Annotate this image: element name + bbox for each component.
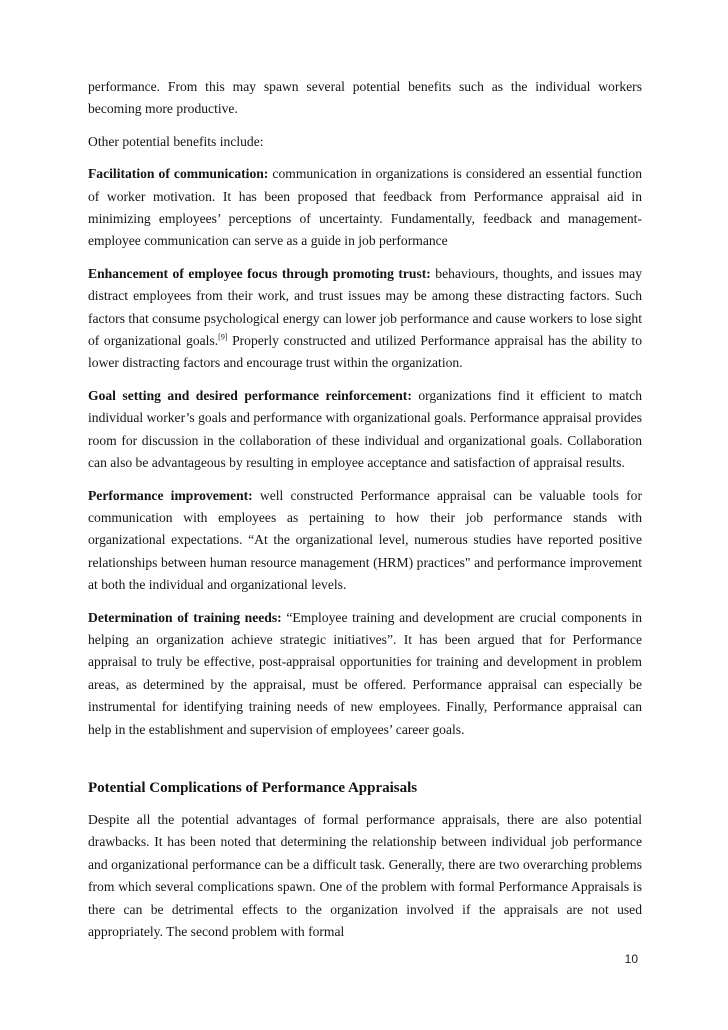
benefit-text: “Employee training and development are crucial components in helping an organization achieve strategic initiatives”. It has been argued that for Performance appraisal to truly be effective, post-appraisal opportunities for training and development in problem areas, as determined by the appraisal, must be offered. Performance appraisal can especially be instrumental for identifying training needs of new employees. Finally, Performance appraisal can help in the establishment and supervision of employees’ career goals.: [88, 609, 643, 737]
section-body: Despite all the potential advantages of formal performance appraisals, there are also potential drawbacks. It has been noted that determining the relationship between individual job performance and organizational performance can be a difficult task. Generally, there are two overarching problems from which several complications spawn. One of the problem with formal Performance Appraisals is there can be detrimental effects to the organization involved if the appraisals are not used appropriately. The second problem with formal: [88, 811, 642, 939]
page-number: 10: [624, 952, 638, 966]
benefit-text: organizations find it efficient to match individual worker’s goals and performance with organizational goals. Performance appraisal provides room for discussion in the collaboration of these individual and organizational goals. Collaboration can also be advantageous by resulting in employee acceptance and satisfaction of appraisal results.: [88, 387, 642, 471]
benefit-paragraph-trust: [88, 263, 642, 375]
benefit-text-continued: Properly constructed and utilized Performance appraisal has the ability to lower distracting factors and encourage trust within the organization.: [88, 333, 642, 371]
benefit-paragraph-performance-improvement: [88, 485, 642, 597]
benefit-text: behaviours, thoughts, and issues may distract employees from their work, and trust issues may be among these distracting factors. Such factors that consume psychological energy can lower job performance and cause workers to lose sight of organizational goals.: [88, 265, 642, 349]
benefit-paragraph-training-needs: [88, 607, 642, 741]
benefit-title: Facilitation of communication:: [88, 166, 269, 182]
benefit-title: Goal setting and desired performance reinforcement:: [88, 387, 412, 403]
benefit-paragraph-communication: [88, 163, 642, 253]
benefits-intro: Other potential benefits include:: [88, 133, 264, 149]
benefit-paragraph-goal-setting: [88, 385, 642, 475]
benefit-text: well constructed Performance appraisal can be valuable tools for communication with employees as pertaining to how their job performance stands with organizational expectations. “At the organizational level, numerous studies have reported positive relationships between human resource management (HRM) practices" and performance improvement at both the individual and organizational levels.: [88, 487, 643, 593]
document-page: [88, 76, 642, 953]
benefit-title: Enhancement of employee focus through promoting trust:: [88, 265, 431, 281]
benefit-title: Performance improvement:: [88, 487, 253, 503]
intro-paragraph: performance. From this may spawn several potential benefits such as the individual workers becoming more productive.: [88, 79, 642, 117]
benefit-text: communication in organizations is considered an essential function of worker motivation. It has been proposed that feedback from Performance appraisal aid in minimizing employees’ perceptions of uncertainty. Fundamentally, feedback and management-employee communication can serve as a guide in job performance: [88, 166, 642, 249]
section-heading: Potential Complications of Performance Appraisals: [88, 779, 418, 796]
citation-reference[interactable]: [9]: [218, 332, 228, 342]
benefit-title: Determination of training needs:: [88, 609, 282, 625]
